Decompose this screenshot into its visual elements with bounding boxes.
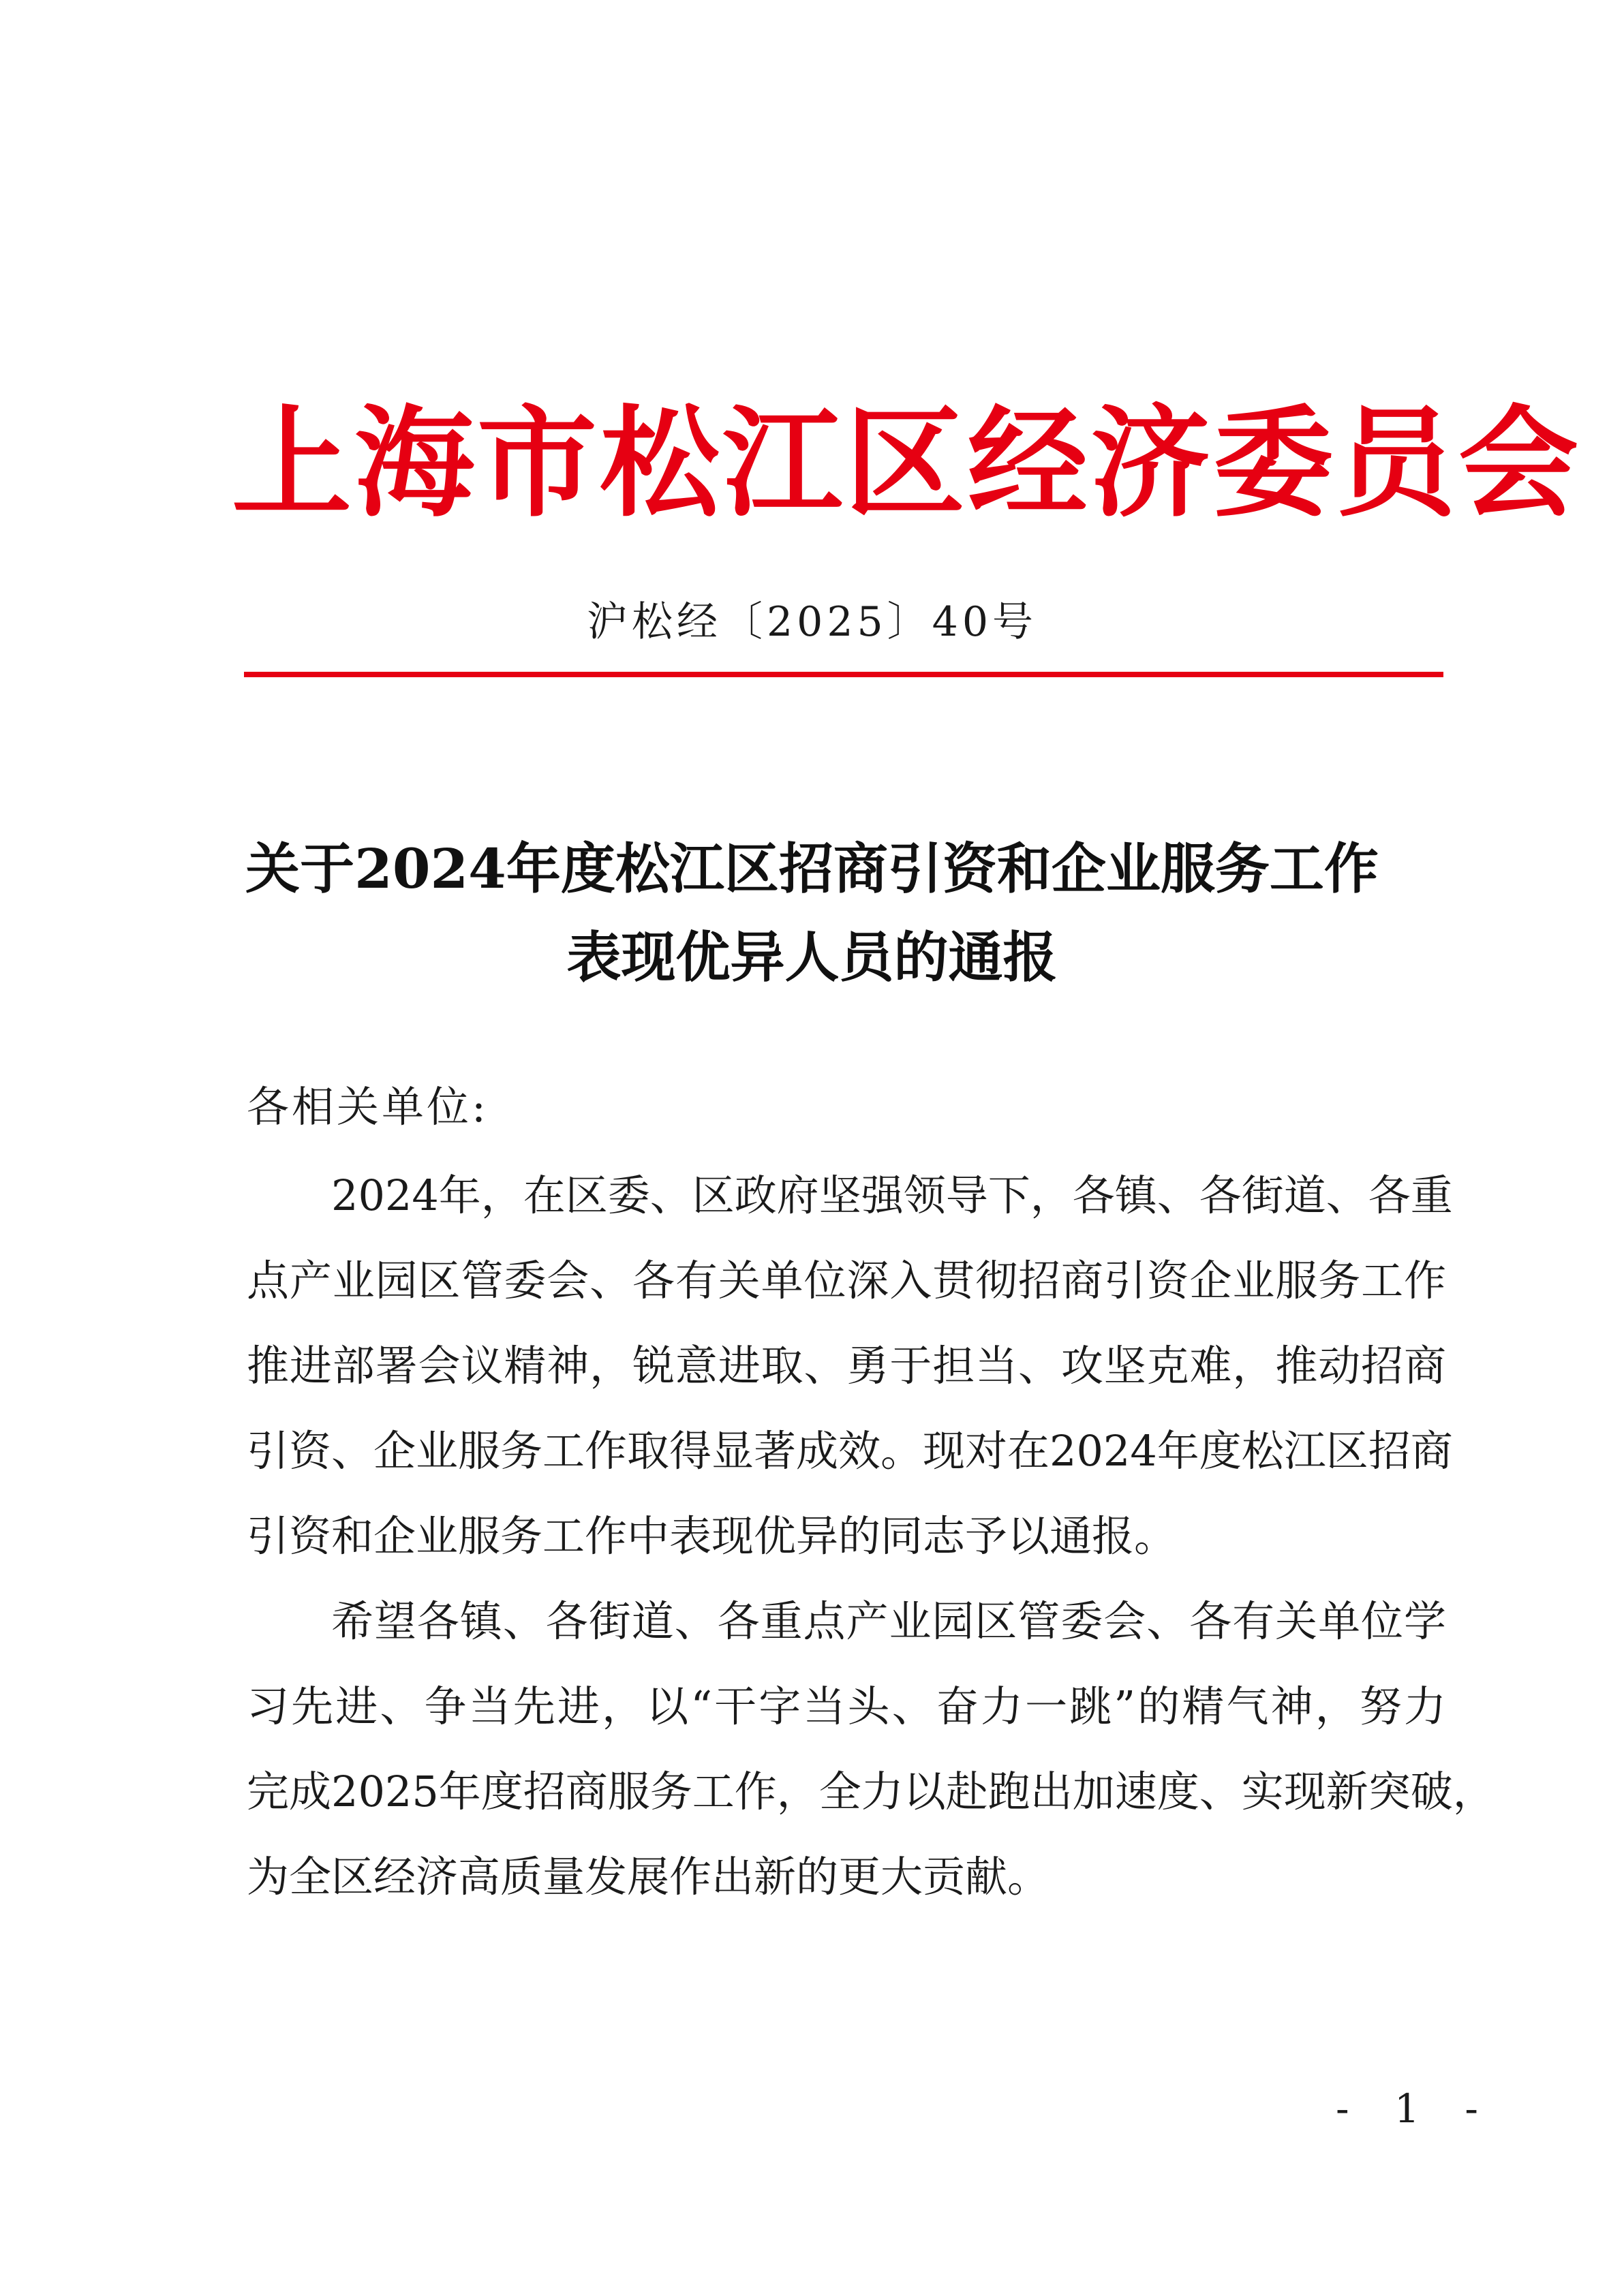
page-number: - 1 - [1336,2085,1495,2132]
paragraph-2-line-3: 完成2025年度招商服务工作，全力以赴跑出加速度、实现新突破， [247,1767,1495,1816]
document-title [204,824,1420,1002]
paragraph-1-line-3: 推进部署会议精神，锐意进取、勇于担当、攻坚克难，推动招商 [247,1341,1446,1391]
paragraph-2-line-4: 为全区经济高质量发展作出新的更大贡献。 [247,1852,1050,1902]
title-line-2: 表现优异人员的通报 [566,925,1058,989]
paragraph-2-line-1: 希望各镇、各街道、各重点产业园区管委会、各有关单位学 [331,1596,1446,1646]
addressee: 各相关单位: [247,1082,489,1132]
paragraph-1-line-1: 2024年，在区委、区政府坚强领导下，各镇、各街道、各重 [331,1170,1453,1220]
red-divider-line [244,672,1443,677]
paragraph-2-line-2: 习先进、争当先进，以“干字当头、奋力一跳”的精气神，努力 [247,1681,1446,1731]
paragraph-1-line-4: 引资、企业服务工作取得显著成效。现对在2024年度松江区招商 [247,1426,1453,1476]
document-number: 沪松经〔2025〕40号 [586,598,1038,646]
masthead-org-name: 上海市松江区经济委员会 [232,392,1582,533]
paragraph-1-line-5: 引资和企业服务工作中表现优异的同志予以通报。 [247,1511,1177,1561]
paragraph-1-line-2: 点产业园区管委会、各有关单位深入贯彻招商引资企业服务工作 [247,1256,1446,1305]
title-line-1: 关于2024年度松江区招商引资和企业服务工作 [245,837,1379,901]
